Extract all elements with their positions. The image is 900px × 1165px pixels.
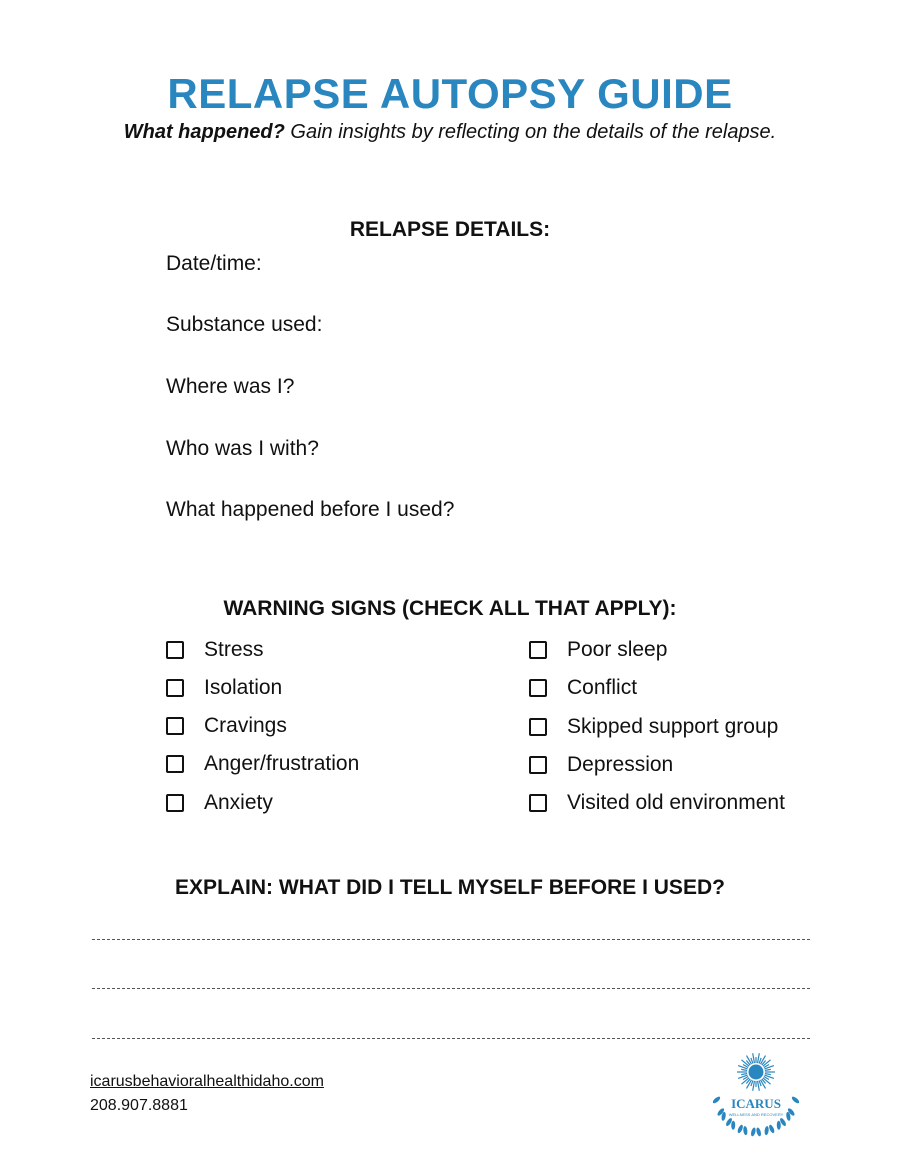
- checkbox-row-cravings[interactable]: [166, 714, 287, 738]
- answer-line-3[interactable]: [92, 1038, 810, 1039]
- checkbox-row-stress[interactable]: [166, 638, 264, 662]
- checkbox-row-old-environment[interactable]: [529, 791, 785, 815]
- detail-where-was-i: Where was I?: [166, 375, 295, 398]
- logo-text: ICARUS: [731, 1096, 781, 1111]
- answer-line-2[interactable]: [92, 988, 810, 989]
- checkbox-cravings[interactable]: [166, 717, 184, 735]
- checkbox-row-depression[interactable]: [529, 753, 673, 777]
- sun-icon: [737, 1053, 775, 1090]
- checkbox-label: Depression: [567, 753, 674, 776]
- checkbox-label: Cravings: [204, 714, 287, 737]
- explain-heading: EXPLAIN: WHAT DID I TELL MYSELF BEFORE I USED?: [175, 876, 725, 899]
- relapse-details-heading: RELAPSE DETAILS:: [349, 218, 551, 241]
- checkbox-anxiety[interactable]: [166, 794, 184, 812]
- detail-substance-used: Substance used:: [166, 313, 323, 336]
- checkbox-depression[interactable]: [529, 756, 547, 774]
- checkbox-row-skipped-support[interactable]: [529, 715, 778, 739]
- answer-line-1[interactable]: [92, 939, 810, 940]
- logo-tagline: WELLNESS AND RECOVERY: [728, 1112, 784, 1117]
- detail-who-was-i-with: Who was I with?: [166, 437, 319, 460]
- checkbox-row-anxiety[interactable]: [166, 791, 273, 815]
- checkbox-anger-frustration[interactable]: [166, 755, 184, 773]
- checkbox-row-isolation[interactable]: [166, 676, 282, 700]
- checkbox-label: Stress: [204, 638, 264, 661]
- phone-number: 208.907.8881: [90, 1097, 188, 1114]
- website-link[interactable]: icarusbehavioralhealthidaho.com: [90, 1073, 324, 1090]
- checkbox-row-conflict[interactable]: [529, 676, 637, 700]
- subtitle-bold: What happened?: [123, 121, 285, 143]
- checkbox-visited-old-environment[interactable]: [529, 794, 547, 812]
- detail-what-happened-before: What happened before I used?: [166, 498, 455, 521]
- warning-signs-heading: WARNING SIGNS (CHECK ALL THAT APPLY):: [223, 597, 677, 620]
- checkbox-label: Anxiety: [204, 791, 273, 814]
- checkbox-skipped-support-group[interactable]: [529, 718, 547, 736]
- checkbox-label: Poor sleep: [567, 638, 668, 661]
- page-title: RELAPSE AUTOPSY GUIDE: [167, 70, 733, 117]
- checkbox-label: Anger/frustration: [204, 752, 360, 775]
- checkbox-isolation[interactable]: [166, 679, 184, 697]
- page-subtitle: [100, 118, 800, 147]
- checkbox-conflict[interactable]: [529, 679, 547, 697]
- checkbox-poor-sleep[interactable]: [529, 641, 547, 659]
- icarus-logo: [706, 1050, 806, 1142]
- detail-date-time: Date/time:: [166, 252, 262, 275]
- checkbox-row-poor-sleep[interactable]: [529, 638, 667, 662]
- checkbox-label: Conflict: [567, 676, 638, 699]
- subtitle-text: Gain insights by reflecting on the details of the relapse.: [284, 121, 777, 143]
- checkbox-row-anger[interactable]: [166, 752, 359, 776]
- checkbox-label: Skipped support group: [567, 715, 779, 738]
- checkbox-label: Visited old environment: [567, 791, 785, 814]
- checkbox-stress[interactable]: [166, 641, 184, 659]
- checkbox-label: Isolation: [204, 676, 283, 699]
